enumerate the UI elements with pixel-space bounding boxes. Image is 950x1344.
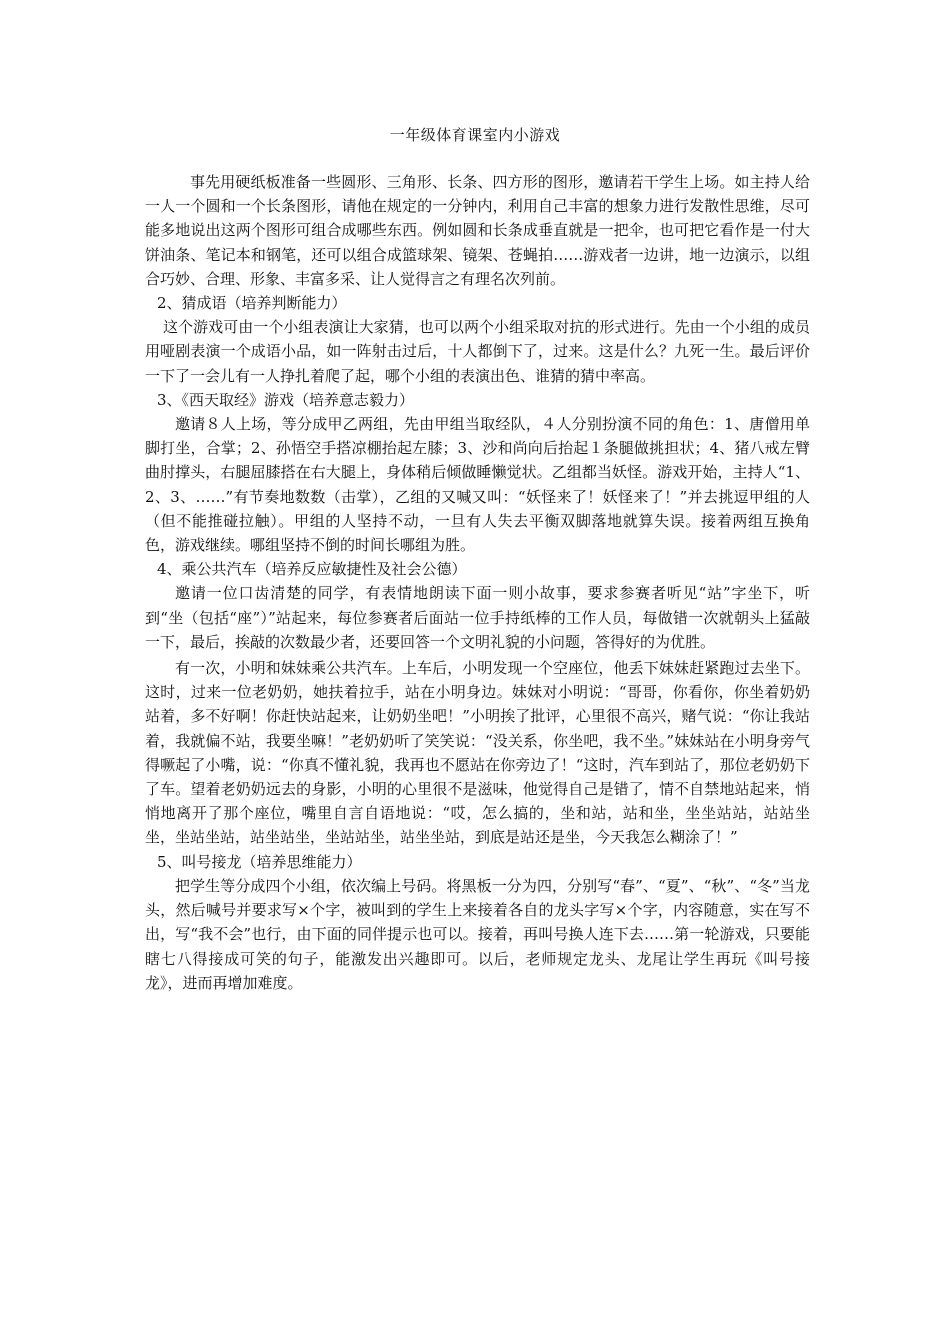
section-paragraph: 把学生等分成四个小组，依次编上号码。将黑板一分为四，分别写“春”、“夏”、“秋”、“冬”当龙头，然后喊号并要求写×个字，被叫到的学生上来接着各自的龙头字写×个字，内容随意，实在写不出，写“我不会”也行，由下面的同伴提示也可以。接着，再叫号换人连下去……第一轮游戏，只要能瞎七八得接成可笑的句子，能激发出兴趣即可。以后，老师规定龙头、龙尾让学生再玩《叫号接龙》，进而再增加难度。: [145, 876, 810, 992]
section-heading: 3、《西天取经》游戏（培养意志毅力）: [157, 390, 415, 409]
section-paragraph: 邀请一位口齿清楚的同学，有表情地朗读下面一则小故事，要求参赛者听见“站”字坐下，听到“坐（包括“座”）”站起来，每位参赛者后面站一位手持纸棒的工作人员，每做错一次就朝头上猛敲一下，最后，挨敲的次数最少者，还要回答一个文明礼貌的小问题，答得好的为优胜。: [145, 584, 810, 651]
section-paragraph: 邀请８人上场，等分成甲乙两组，先由甲组当取经队，４人分别扮演不同的角色：1、唐僧用单脚打坐，合掌；2、孙悟空手搭凉棚抬起左膝；3、沙和尚向后抬起１条腿做挑担状；4、猪八戒左臂曲肘撑头，右腿屈膝搭在右大腿上，身体稍后倾做睡懒觉状。乙组都当妖怪。游戏开始，主持人“1、2、3、……”有节奏地数数（击掌），乙组的又喊又叫：“妖怪来了！妖怪来了！”并去挑逗甲组的人（但不能推碰拉触）。甲组的人坚持不动，一旦有人失去平衡双脚落地就算失误。接着两组互换角色，游戏继续。哪组坚持不倒的时间长哪组为胜。: [145, 415, 810, 555]
document-title: 一年级体育课室内小游戏: [389, 126, 561, 144]
intro-paragraph: 事先用硬纸板准备一些圆形、三角形、长条、四方形的图形，邀请若干学生上场。如主持人给一人一个圆和一个长条图形，请他在规定的一分钟内，利用自己丰富的想象力进行发散性思维，尽可能多地说出这两个图形可组合成哪些东西。例如圆和长条成垂直就是一把伞，也可把它看作是一付大饼油条、笔记本和钢笔，还可以组合成篮球架、镜架、苍蝇拍……游戏者一边讲，地一边演示，以组合巧妙、合理、形象、丰富多采、让人觉得言之有理名次列前。: [145, 173, 810, 288]
section-journey-west: [145, 388, 810, 557]
document-body: [145, 170, 810, 995]
section-heading: 2、猜成语（培养判断能力）: [157, 294, 347, 313]
story-paragraph: 有一次，小明和妹妹乘公共汽车。上车后，小明发现一个空座位，他丢下妹妹赶紧跑过去坐下。这时，过来一位老奶奶，她扶着拉手，站在小明身边。妹妹对小明说：“哥哥，你看你，你坐着奶奶站着，多不好啊！你赶快站起来，让奶奶坐吧！”小明挨了批评，心里很不高兴，赌气说：“你让我站着，我就偏不站，我要坐嘛！”老奶奶听了笑笑说：“没关系，你坐吧，我不坐。”妹妹站在小明身旁气得噘起了小嘴，说：“你真不懂礼貌，我再也不愿站在你旁边了！“这时，汽车到站了，那位老奶奶下了车。望着老奶奶远去的身影，小明的心里很不是滋味，他觉得自己是错了，情不自禁地站起来，悄悄地离开了那个座位，嘴里自言自语地说：“哎，怎么搞的，坐和站，站和坐，坐坐站站，站站坐坐，坐站坐站，站坐站坐，坐站站坐，站坐坐站，到底是站还是坐，今天我怎么糊涂了！”: [145, 659, 810, 847]
section-heading: 5、叫号接龙（培养思维能力）: [157, 852, 362, 871]
section-paragraph: 这个游戏可由一个小组表演让大家猜，也可以两个小组采取对抗的形式进行。先由一个小组的成员用哑剧表演一个成语小品，如一阵射击过后，十人都倒下了，过来。这是什么？九死一生。最后评价一下了一会儿有一人挣扎着爬了起，哪个小组的表演出色、谁猜的猜中率高。: [145, 318, 810, 385]
section-heading: 4、乘公共汽车（培养反应敏捷性及社会公德）: [157, 560, 467, 579]
section-guess-idiom: [145, 291, 810, 388]
section-bus-ride: [145, 557, 810, 849]
section-number-relay: [145, 850, 810, 995]
